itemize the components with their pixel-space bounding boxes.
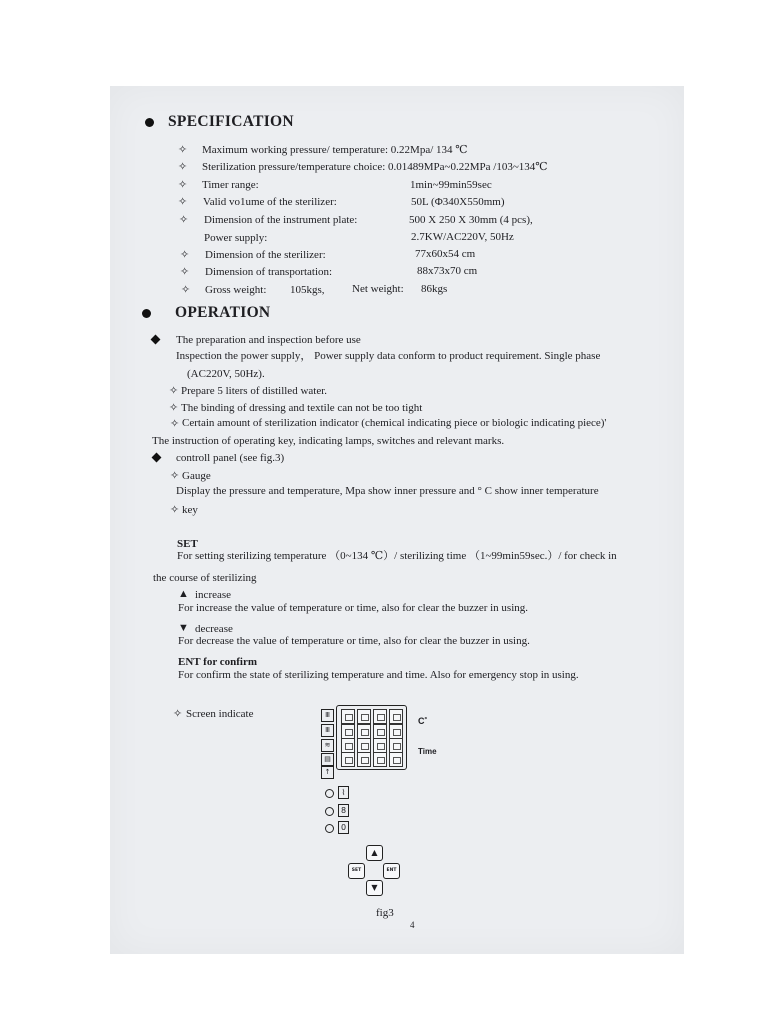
- digit-segment: [389, 752, 403, 767]
- increase-desc: For increase the value of temperature or time, also for clear the buzzer in using.: [178, 602, 529, 614]
- spec-item-label: Dimension of the instrument plate:: [204, 214, 358, 226]
- star-bullet-icon: ✧: [170, 418, 180, 430]
- star-bullet-icon: ✧: [170, 470, 180, 482]
- prep-item: Prepare 5 liters of distilled water.: [181, 385, 328, 397]
- set-key-button[interactable]: SET: [348, 863, 365, 879]
- set-title: SET: [177, 538, 198, 550]
- star-bullet-icon: ✧: [180, 249, 190, 261]
- digit-segment: [341, 752, 355, 767]
- spec-item-value: 50L (Φ340X550mm): [411, 196, 505, 208]
- page-number: 4: [410, 920, 415, 930]
- exhaust-icon: ↑: [321, 766, 334, 779]
- indicator-lamp: [325, 789, 334, 798]
- digit-segment: [341, 709, 355, 724]
- star-bullet-icon: ✧: [178, 144, 188, 156]
- digit-segment: [373, 724, 387, 739]
- spec-item: Sterilization pressure/temperature choice: 0.01489MPa~0.22MPa /103~134℃: [202, 161, 548, 173]
- gauge-desc: Display the pressure and temperature, Mpa show inner pressure and ° C show inner temperature: [176, 485, 599, 497]
- star-bullet-icon: ✧: [170, 504, 180, 516]
- net-weight-value: 86kgs: [421, 283, 448, 295]
- ent-desc: For confirm the state of sterilizing temperature and time. Also for emergency stop in using.: [178, 669, 579, 681]
- star-bullet-icon: ✧: [169, 385, 179, 397]
- spec-item-value: 77x60x54 cm: [415, 248, 476, 260]
- digit-segment: [389, 709, 403, 724]
- decrease-key-button[interactable]: ▼: [366, 880, 383, 896]
- spec-item-value: 2.7KW/AC220V, 50Hz: [411, 231, 514, 243]
- spec-item-label: Dimension of transportation:: [205, 266, 333, 278]
- decrease-title: decrease: [195, 623, 233, 635]
- gross-weight-label: Gross weight:: [205, 284, 267, 296]
- inspect-line: (AC220V, 50Hz).: [187, 368, 265, 380]
- spec-item-label: Power supply:: [204, 232, 268, 244]
- heater-icon: ▤: [321, 753, 334, 766]
- spec-item-label: Valid vo1ume of the sterilizer:: [203, 196, 337, 208]
- operation-heading: OPERATION: [175, 304, 271, 321]
- digit-segment: [341, 724, 355, 739]
- spec-item-value: 1min~99min59sec: [410, 179, 492, 191]
- star-bullet-icon: ✧: [178, 161, 188, 173]
- key-title: key: [182, 504, 198, 516]
- indicator-lamp: [325, 824, 334, 833]
- digit-segment: [389, 738, 403, 753]
- set-desc: For setting sterilizing temperature （0~134 ℃）/ sterilizing time （1~99min59sec.）/ for check in: [177, 550, 617, 562]
- digit-segment: [341, 738, 355, 753]
- set-desc: the course of sterilizing: [153, 572, 257, 584]
- specification-heading: SPECIFICATION: [168, 113, 294, 130]
- digit-segment: [357, 709, 371, 724]
- digit-segment: [373, 752, 387, 767]
- control-panel-line: controll panel (see fig.3): [176, 452, 285, 464]
- star-bullet-icon: ✧: [169, 402, 179, 414]
- ent-title: ENT for confirm: [178, 656, 258, 668]
- decrease-triangle-icon: ▼: [178, 622, 189, 634]
- indicator-lamp: [325, 807, 334, 816]
- increase-key-button[interactable]: ▲: [366, 845, 383, 861]
- star-bullet-icon: ✧: [173, 708, 183, 720]
- decrease-desc: For decrease the value of temperature or time, also for clear the buzzer in using.: [178, 635, 530, 647]
- prep-title: The preparation and inspection before use: [176, 334, 361, 346]
- increase-triangle-icon: ▲: [178, 588, 189, 600]
- digit-segment: [357, 738, 371, 753]
- mode-2-icon: Ⅲ: [321, 724, 334, 737]
- mode-1-icon: Ⅲ: [321, 709, 334, 722]
- section-bullet: [142, 309, 151, 318]
- net-weight-label: Net weight:: [352, 283, 404, 295]
- gauge-title: Gauge: [182, 470, 211, 482]
- spec-item-label: Timer range:: [202, 179, 259, 191]
- prep-item: Certain amount of sterilization indicator (chemical indicating piece or biologic indicating piece)': [182, 417, 607, 429]
- spec-item-value: 500 X 250 X 30mm (4 pcs),: [409, 214, 533, 226]
- screen-indicate-title: Screen indicate: [186, 708, 254, 720]
- star-bullet-icon: ✧: [181, 284, 191, 296]
- star-bullet-icon: ✧: [178, 179, 188, 191]
- increase-title: increase: [195, 589, 232, 601]
- lock-icon: 0: [338, 821, 349, 834]
- inspect-line: Inspection the power supply， Power supply data conform to product requirement. Single phase: [176, 350, 601, 362]
- prep-item: The binding of dressing and textile can not be too tight: [181, 402, 423, 414]
- digit-segment: [373, 709, 387, 724]
- spec-item: Maximum working pressure/ temperature: 0.22Mpa/ 134 ℃: [202, 144, 468, 156]
- figure-caption: fig3: [376, 907, 394, 919]
- section-bullet: [145, 118, 154, 127]
- digit-segment: [357, 724, 371, 739]
- thermometer-icon: ⌇: [338, 786, 349, 799]
- digit-segment: [373, 738, 387, 753]
- gross-weight-value: 105kgs,: [290, 284, 325, 296]
- star-bullet-icon: ✧: [180, 266, 190, 278]
- ent-key-button[interactable]: ENT: [383, 863, 400, 879]
- instruction-line: The instruction of operating key, indicating lamps, switches and relevant marks.: [152, 435, 505, 447]
- star-bullet-icon: ✧: [179, 214, 189, 226]
- spec-item-label: Dimension of the sterilizer:: [205, 249, 326, 261]
- temperature-unit-label: C˚: [418, 716, 428, 726]
- dry-icon: ≋: [321, 739, 334, 752]
- star-bullet-icon: ✧: [178, 196, 188, 208]
- document-page: [110, 86, 684, 954]
- time-label: Time: [418, 747, 437, 756]
- digit-segment: [389, 724, 403, 739]
- digit-segment: [357, 752, 371, 767]
- water-level-icon: 8: [338, 804, 349, 817]
- spec-item-value: 88x73x70 cm: [417, 265, 478, 277]
